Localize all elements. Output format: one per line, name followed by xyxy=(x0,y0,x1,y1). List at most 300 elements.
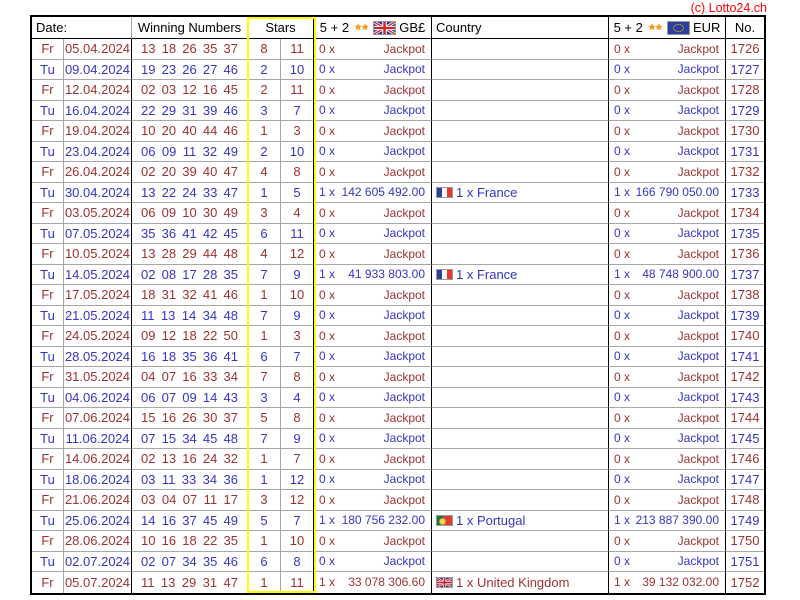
date-cell: 09.04.2024 xyxy=(64,60,132,81)
winning-number: 40 xyxy=(202,164,218,180)
winning-number: 47 xyxy=(223,184,238,200)
draw-number-cell: 1728 xyxy=(726,80,764,101)
day-cell: Fr xyxy=(32,572,64,593)
day-cell: Tu xyxy=(32,101,64,122)
star1-cell: 5 xyxy=(248,408,281,429)
winning-number: 46 xyxy=(223,287,238,303)
star1-cell: 1 xyxy=(248,470,281,491)
gb-amount: 41 933 803.00 xyxy=(348,267,425,282)
winning-number: 35 xyxy=(141,225,156,241)
eur-winner-count: 0 x xyxy=(614,451,631,466)
gb-winner-count: 0 x xyxy=(319,205,336,220)
winning-number: 02 xyxy=(141,266,156,282)
winning-numbers-cell xyxy=(132,326,248,347)
gb-prize-cell xyxy=(314,101,432,122)
winning-number: 35 xyxy=(202,553,218,569)
winning-number: 34 xyxy=(182,430,197,446)
winning-number: 35 xyxy=(182,348,197,364)
winning-number: 30 xyxy=(202,205,218,221)
eur-prize-cell xyxy=(609,306,726,327)
winning-number: 26 xyxy=(182,61,197,77)
draw-number-cell: 1745 xyxy=(726,429,764,450)
winning-number: 28 xyxy=(161,246,177,262)
day-cell: Tu xyxy=(32,388,64,409)
winning-number: 41 xyxy=(182,225,197,241)
day-cell: Tu xyxy=(32,306,64,327)
winning-number: 22 xyxy=(161,184,177,200)
gb-winner-count: 0 x xyxy=(319,41,336,56)
star1-cell: 6 xyxy=(248,552,281,573)
winning-number: 22 xyxy=(202,533,218,549)
winning-numbers-cell xyxy=(132,347,248,368)
header-gb xyxy=(314,17,432,39)
country-cell xyxy=(432,367,609,388)
gb-amount: 33 078 306.60 xyxy=(348,575,425,590)
gb-amount: Jackpot xyxy=(383,226,425,241)
copyright-link[interactable]: (c) Lotto24.ch xyxy=(690,1,767,15)
table-row xyxy=(32,285,764,306)
star1-cell: 2 xyxy=(248,60,281,81)
winning-numbers-cell xyxy=(132,367,248,388)
draw-number-cell: 1738 xyxy=(726,285,764,306)
winning-number: 35 xyxy=(202,41,218,57)
winning-number: 44 xyxy=(202,123,218,139)
winning-number: 06 xyxy=(141,389,156,405)
eur-winner-count: 0 x xyxy=(614,554,631,569)
winning-number: 17 xyxy=(223,492,238,508)
gb-prize-cell xyxy=(314,429,432,450)
day-cell: Fr xyxy=(32,408,64,429)
gb-prize-cell xyxy=(314,224,432,245)
header-gb-prefix: 5 + 2 xyxy=(319,20,350,35)
winning-number: 20 xyxy=(161,123,177,139)
table-row xyxy=(32,347,764,368)
day-cell: Fr xyxy=(32,285,64,306)
gb-amount: Jackpot xyxy=(383,410,425,425)
gb-winner-count: 0 x xyxy=(319,144,336,159)
eur-amount: Jackpot xyxy=(677,287,719,302)
table-row xyxy=(32,490,764,511)
winning-number: 10 xyxy=(182,205,197,221)
country-cell xyxy=(432,511,609,532)
gb-winner-count: 0 x xyxy=(319,308,336,323)
star2-cell: 11 xyxy=(281,39,314,60)
gb-prize-cell xyxy=(314,490,432,511)
winning-number: 13 xyxy=(141,41,156,57)
date-cell: 23.04.2024 xyxy=(64,142,132,163)
winning-number: 34 xyxy=(202,471,218,487)
star2-cell: 9 xyxy=(281,265,314,286)
star1-cell: 4 xyxy=(248,162,281,183)
winning-number: 46 xyxy=(223,123,238,139)
eur-prize-cell xyxy=(609,203,726,224)
table-row xyxy=(32,306,764,327)
gb-prize-cell xyxy=(314,285,432,306)
winning-number: 24 xyxy=(182,184,197,200)
winning-number: 48 xyxy=(223,307,238,323)
winning-numbers-cell xyxy=(132,183,248,204)
date-cell: 10.05.2024 xyxy=(64,244,132,265)
draw-number-cell: 1751 xyxy=(726,552,764,573)
eur-winner-count: 0 x xyxy=(614,410,631,425)
gb-amount: 180 756 232.00 xyxy=(341,513,425,528)
gb-winner-count: 0 x xyxy=(319,554,336,569)
gb-prize-cell xyxy=(314,449,432,470)
winning-numbers-cell xyxy=(132,101,248,122)
eur-amount: Jackpot xyxy=(677,144,719,159)
day-cell: Tu xyxy=(32,470,64,491)
winning-number: 29 xyxy=(161,102,177,118)
winning-number: 32 xyxy=(202,143,218,159)
winning-numbers-cell xyxy=(132,511,248,532)
date-cell: 07.06.2024 xyxy=(64,408,132,429)
eur-winner-count: 0 x xyxy=(614,82,631,97)
winning-number: 26 xyxy=(182,41,197,57)
draw-number-cell: 1743 xyxy=(726,388,764,409)
winning-number: 49 xyxy=(223,512,238,528)
gb-winner-count: 1 x xyxy=(319,185,336,200)
eur-prize-cell xyxy=(609,531,726,552)
winning-number: 32 xyxy=(223,451,238,467)
draw-number-cell: 1744 xyxy=(726,408,764,429)
date-cell: 03.05.2024 xyxy=(64,203,132,224)
eur-amount: 48 748 900.00 xyxy=(642,267,719,282)
france-flag-icon xyxy=(436,187,453,198)
winning-number: 33 xyxy=(202,369,218,385)
country-cell xyxy=(432,306,609,327)
draw-number-cell: 1735 xyxy=(726,224,764,245)
winning-numbers-cell xyxy=(132,80,248,101)
eur-prize-cell xyxy=(609,142,726,163)
star1-cell: 4 xyxy=(248,244,281,265)
winning-number: 48 xyxy=(223,430,238,446)
country-cell xyxy=(432,101,609,122)
winning-number: 07 xyxy=(161,389,177,405)
winning-number: 13 xyxy=(141,184,156,200)
eur-winner-count: 1 x xyxy=(614,267,631,282)
gb-prize-cell xyxy=(314,162,432,183)
winning-number: 35 xyxy=(223,533,238,549)
table-row xyxy=(32,39,764,60)
winning-number: 16 xyxy=(202,82,218,98)
table-row xyxy=(32,183,764,204)
table-header-row xyxy=(32,17,764,39)
winning-numbers-cell xyxy=(132,449,248,470)
eur-prize-cell xyxy=(609,285,726,306)
star1-cell: 6 xyxy=(248,347,281,368)
winning-number: 13 xyxy=(141,246,156,262)
gb-prize-cell xyxy=(314,203,432,224)
table-body xyxy=(32,39,764,593)
star1-cell: 2 xyxy=(248,80,281,101)
day-cell: Fr xyxy=(32,244,64,265)
gb-amount: Jackpot xyxy=(383,82,425,97)
gb-prize-cell xyxy=(314,244,432,265)
gb-winner-count: 1 x xyxy=(319,267,336,282)
winning-numbers-cell xyxy=(132,552,248,573)
winning-number: 10 xyxy=(141,123,156,139)
table-row xyxy=(32,408,764,429)
star1-cell: 7 xyxy=(248,367,281,388)
eur-amount: Jackpot xyxy=(677,390,719,405)
gb-amount: Jackpot xyxy=(383,287,425,302)
winning-number: 46 xyxy=(223,61,238,77)
table-row xyxy=(32,470,764,491)
eur-amount: Jackpot xyxy=(677,308,719,323)
country-cell xyxy=(432,80,609,101)
uk-flag-icon xyxy=(373,21,396,35)
star1-cell: 3 xyxy=(248,101,281,122)
gb-amount: Jackpot xyxy=(383,123,425,138)
gb-amount: Jackpot xyxy=(383,349,425,364)
gb-prize-cell xyxy=(314,142,432,163)
winning-number: 22 xyxy=(202,328,218,344)
eur-prize-cell xyxy=(609,429,726,450)
winning-number: 32 xyxy=(182,287,197,303)
winning-numbers-cell xyxy=(132,490,248,511)
gb-winner-count: 0 x xyxy=(319,492,336,507)
country-cell xyxy=(432,552,609,573)
table-row xyxy=(32,162,764,183)
eur-winner-count: 1 x xyxy=(614,185,631,200)
date-cell: 25.06.2024 xyxy=(64,511,132,532)
eur-prize-cell xyxy=(609,388,726,409)
winning-number: 42 xyxy=(202,225,218,241)
star1-cell: 3 xyxy=(248,203,281,224)
eur-winner-count: 0 x xyxy=(614,41,631,56)
winning-number: 34 xyxy=(202,307,218,323)
star2-cell: 5 xyxy=(281,183,314,204)
eur-amount: Jackpot xyxy=(677,205,719,220)
winning-number: 07 xyxy=(161,369,177,385)
day-cell: Fr xyxy=(32,162,64,183)
draw-number-cell: 1752 xyxy=(730,574,760,590)
day-cell: Fr xyxy=(32,367,64,388)
date-cell: 12.04.2024 xyxy=(64,80,132,101)
gb-winner-count: 1 x xyxy=(319,575,336,590)
draw-number-cell: 1734 xyxy=(726,203,764,224)
winning-number: 16 xyxy=(182,451,197,467)
gb-winner-count: 0 x xyxy=(319,431,336,446)
winning-numbers-cell xyxy=(132,306,248,327)
star1-cell: 6 xyxy=(248,224,281,245)
gb-winner-count: 0 x xyxy=(319,472,336,487)
winning-number: 36 xyxy=(223,471,238,487)
gb-winner-count: 0 x xyxy=(319,103,336,118)
eur-prize-cell xyxy=(609,224,726,245)
winning-number: 14 xyxy=(202,389,218,405)
winning-number: 02 xyxy=(141,164,156,180)
table-row xyxy=(32,244,764,265)
gb-winner-count: 0 x xyxy=(319,369,336,384)
country-label: 1 x France xyxy=(456,184,518,200)
star1-cell: 3 xyxy=(248,490,281,511)
gb-amount: Jackpot xyxy=(383,41,425,56)
star2-cell: 8 xyxy=(281,162,314,183)
gb-winner-count: 0 x xyxy=(319,328,336,343)
day-cell: Fr xyxy=(32,326,64,347)
eur-winner-count: 0 x xyxy=(614,62,631,77)
star2-cell: 7 xyxy=(281,347,314,368)
gb-prize-cell xyxy=(314,60,432,81)
winning-number: 16 xyxy=(161,410,177,426)
table-row xyxy=(32,531,764,552)
gb-prize-cell xyxy=(314,388,432,409)
gb-amount: Jackpot xyxy=(383,451,425,466)
star2-cell: 11 xyxy=(281,572,314,593)
table-row xyxy=(32,142,764,163)
winning-number: 27 xyxy=(202,61,218,77)
date-cell: 28.05.2024 xyxy=(64,347,132,368)
date-cell: 14.05.2024 xyxy=(64,265,132,286)
draw-number-cell: 1747 xyxy=(726,470,764,491)
winning-number: 15 xyxy=(141,410,156,426)
gb-amount: Jackpot xyxy=(383,205,425,220)
winning-number: 26 xyxy=(182,410,197,426)
country-cell xyxy=(432,162,609,183)
header-winning-numbers: Winning Numbers xyxy=(132,17,248,39)
star1-cell: 7 xyxy=(248,265,281,286)
winning-number: 18 xyxy=(161,348,177,364)
winning-number: 16 xyxy=(161,512,177,528)
winning-number: 19 xyxy=(141,61,156,77)
country-cell xyxy=(432,244,609,265)
table-row xyxy=(32,326,764,347)
date-cell: 28.06.2024 xyxy=(64,531,132,552)
eur-prize-cell xyxy=(609,121,726,142)
country-cell xyxy=(432,265,609,286)
gb-amount: 142 605 492.00 xyxy=(341,185,425,200)
table-row xyxy=(32,60,764,81)
winning-number: 04 xyxy=(161,492,177,508)
date-cell: 30.04.2024 xyxy=(64,183,132,204)
gb-amount: Jackpot xyxy=(383,308,425,323)
eur-amount: Jackpot xyxy=(677,349,719,364)
winning-number: 33 xyxy=(202,184,218,200)
eur-prize-cell xyxy=(609,490,726,511)
winning-number: 09 xyxy=(141,328,156,344)
gb-winner-count: 0 x xyxy=(319,62,336,77)
date-cell: 17.05.2024 xyxy=(64,285,132,306)
star2-cell: 3 xyxy=(281,121,314,142)
gb-winner-count: 0 x xyxy=(319,451,336,466)
day-cell: Tu xyxy=(32,347,64,368)
winning-numbers-cell xyxy=(132,162,248,183)
table-row xyxy=(32,121,764,142)
winning-number: 49 xyxy=(223,205,238,221)
winning-number: 11 xyxy=(141,307,155,323)
gb-amount: Jackpot xyxy=(383,246,425,261)
draw-number-cell: 1740 xyxy=(726,326,764,347)
winning-number: 22 xyxy=(141,102,156,118)
gb-prize-cell xyxy=(314,183,432,204)
country-cell xyxy=(432,490,609,511)
star2-cell: 11 xyxy=(281,80,314,101)
eur-prize-cell xyxy=(609,101,726,122)
eur-prize-cell xyxy=(609,80,726,101)
eur-winner-count: 0 x xyxy=(614,328,631,343)
eur-amount: 213 887 390.00 xyxy=(635,513,719,528)
star1-cell: 1 xyxy=(248,531,281,552)
winning-number: 41 xyxy=(202,287,218,303)
draw-number-cell: 1748 xyxy=(726,490,764,511)
date-cell: 05.07.2024 xyxy=(64,572,132,593)
date-cell: 07.05.2024 xyxy=(64,224,132,245)
eur-amount: Jackpot xyxy=(677,246,719,261)
star2-cell: 8 xyxy=(281,408,314,429)
eur-amount: Jackpot xyxy=(677,164,719,179)
star2-cell: 8 xyxy=(281,552,314,573)
eur-prize-cell xyxy=(609,552,726,573)
winning-numbers-cell xyxy=(132,244,248,265)
eur-prize-cell xyxy=(609,572,726,593)
winning-numbers-cell xyxy=(132,121,248,142)
winning-number: 03 xyxy=(161,82,177,98)
eur-prize-cell xyxy=(609,326,726,347)
eur-amount: Jackpot xyxy=(677,123,719,138)
eur-amount: 166 790 050.00 xyxy=(635,185,719,200)
day-cell: Tu xyxy=(32,265,64,286)
star2-cell: 11 xyxy=(281,224,314,245)
eur-amount: Jackpot xyxy=(677,410,719,425)
gb-amount: Jackpot xyxy=(383,164,425,179)
eur-prize-cell xyxy=(609,39,726,60)
eur-amount: Jackpot xyxy=(677,103,719,118)
stars-icon: ★★ xyxy=(647,22,662,32)
winning-number: 14 xyxy=(181,307,197,323)
portugal-flag-icon xyxy=(436,515,453,526)
eu-flag-icon xyxy=(667,21,690,35)
winning-number: 18 xyxy=(141,287,156,303)
eur-amount: Jackpot xyxy=(677,62,719,77)
country-cell xyxy=(432,183,609,204)
draw-number-cell: 1736 xyxy=(726,244,764,265)
eur-prize-cell xyxy=(609,265,726,286)
winning-number: 48 xyxy=(223,246,238,262)
winning-number: 43 xyxy=(223,389,238,405)
draw-number-cell: 1726 xyxy=(726,39,764,60)
winning-number: 10 xyxy=(141,533,156,549)
star2-cell: 3 xyxy=(281,326,314,347)
winning-number: 11 xyxy=(161,471,176,487)
eur-amount: Jackpot xyxy=(677,41,719,56)
day-cell: Fr xyxy=(32,531,64,552)
gb-prize-cell xyxy=(314,347,432,368)
country-cell xyxy=(432,60,609,81)
gb-winner-count: 0 x xyxy=(319,246,336,261)
draw-number-cell: 1732 xyxy=(726,162,764,183)
gb-amount: Jackpot xyxy=(383,390,425,405)
star2-cell: 9 xyxy=(281,429,314,450)
winning-numbers-cell xyxy=(132,429,248,450)
date-cell: 31.05.2024 xyxy=(64,367,132,388)
star2-cell: 4 xyxy=(281,203,314,224)
winning-number: 09 xyxy=(182,389,197,405)
date-cell: 04.06.2024 xyxy=(64,388,132,409)
star2-cell: 12 xyxy=(281,470,314,491)
winning-number: 45 xyxy=(202,430,218,446)
winning-number: 11 xyxy=(141,574,155,590)
eur-amount: Jackpot xyxy=(677,492,719,507)
date-cell: 26.04.2024 xyxy=(64,162,132,183)
table-row xyxy=(32,572,764,593)
eur-winner-count: 0 x xyxy=(614,246,631,261)
winning-numbers-cell xyxy=(132,388,248,409)
header-eur-label: EUR xyxy=(692,20,721,35)
star1-cell: 1 xyxy=(248,183,281,204)
winning-number: 15 xyxy=(161,430,177,446)
draw-number-cell: 1739 xyxy=(726,306,764,327)
